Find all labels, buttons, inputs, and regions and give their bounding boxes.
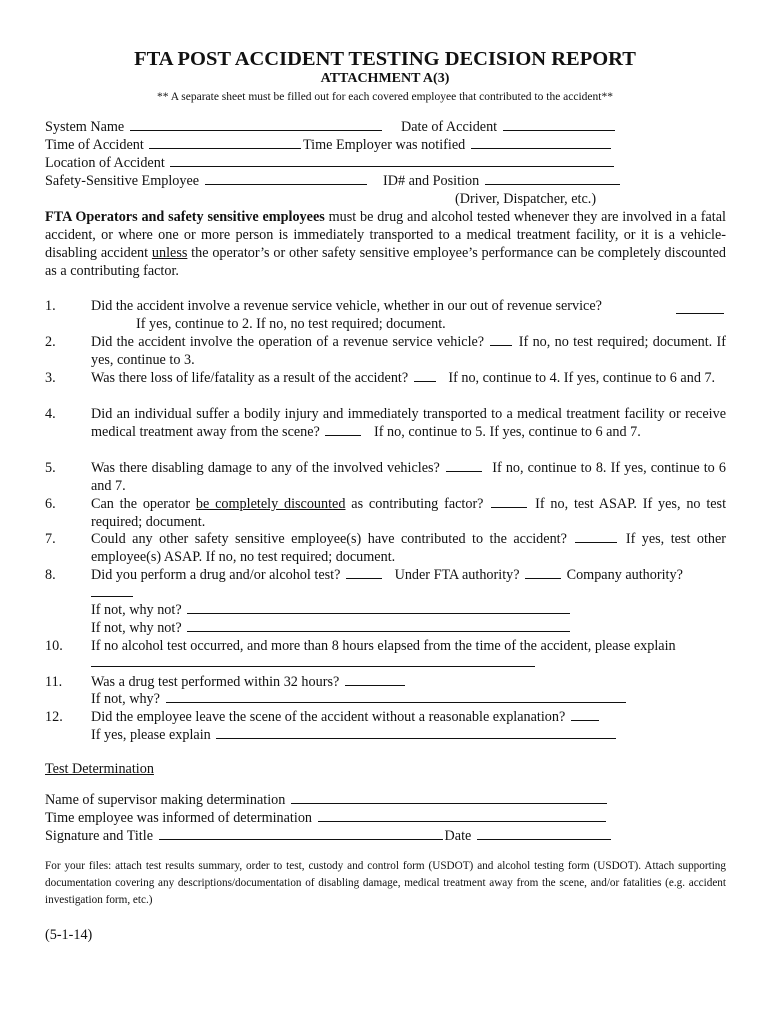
q1-number: 1. xyxy=(45,298,56,314)
q12-answer-blank[interactable] xyxy=(571,708,599,721)
form-title: FTA POST ACCIDENT TESTING DECISION REPORT xyxy=(134,48,636,70)
q12-text: Did the employee leave the scene of the accident without a reasonable explanation? xyxy=(91,708,601,726)
time-employer-notified-field: Time Employer was notified xyxy=(303,136,613,154)
q3-text: Was there loss of life/fatality as a result of the accident? If no, continue to 4. If yes, continue to 6 and 7. xyxy=(91,370,716,386)
q8-company-blank[interactable] xyxy=(91,584,133,597)
instruction-note: ** A separate sheet must be filled out for each covered employee that contributed to the accident** xyxy=(156,91,613,103)
q11-number: 11. xyxy=(45,674,63,690)
q10-explain-blank[interactable] xyxy=(91,654,535,667)
q8-why-not-2: If not, why not? xyxy=(91,619,572,637)
time-informed-blank[interactable] xyxy=(318,809,606,822)
time-informed-field: Time employee was informed of determination xyxy=(45,809,608,827)
q8-why-not-1-blank[interactable] xyxy=(187,601,570,614)
date-of-accident-field: Date of Accident xyxy=(401,118,617,136)
q6-number: 6. xyxy=(45,496,56,512)
q12-explain: If yes, please explain xyxy=(91,726,618,744)
system-name-blank[interactable] xyxy=(130,118,382,131)
signature-blank[interactable] xyxy=(159,827,443,840)
q7-answer-blank[interactable] xyxy=(575,530,617,543)
q8-company-answer xyxy=(91,584,135,602)
q7-number: 7. xyxy=(45,531,56,547)
version-label: (5-1-14) xyxy=(45,927,93,943)
test-determination-heading: Test Determination xyxy=(45,761,154,777)
q12-number: 12. xyxy=(45,709,63,725)
time-employer-notified-blank[interactable] xyxy=(471,136,611,149)
q8-why-not-2-blank[interactable] xyxy=(187,619,570,632)
q2-text: Did the accident involve the operation of a revenue service vehicle? If no, no test required; document. If yes, continue to 3. xyxy=(91,334,727,368)
q4-number: 4. xyxy=(45,406,56,422)
q2-number: 2. xyxy=(45,334,56,350)
q12-explain-blank[interactable] xyxy=(216,726,616,739)
q11-why: If not, why? xyxy=(91,690,628,708)
supervisor-field: Name of supervisor making determination xyxy=(45,791,609,809)
q8-test-blank[interactable] xyxy=(346,566,382,579)
id-position-field: ID# and Position xyxy=(383,172,622,190)
signature-field: Signature and Title Date xyxy=(45,827,613,845)
employee-name-blank[interactable] xyxy=(205,172,367,185)
q10-text: If no alcohol test occurred, and more than 8 hours elapsed from the time of the accident, please explain xyxy=(91,638,676,654)
q8-why-not-1: If not, why not? xyxy=(91,601,572,619)
supervisor-blank[interactable] xyxy=(291,791,607,804)
q1-answer-blank[interactable] xyxy=(676,301,724,314)
time-of-accident-blank[interactable] xyxy=(149,136,301,149)
q8-fta-blank[interactable] xyxy=(525,566,561,579)
q8-text: Did you perform a drug and/or alcohol test? Under FTA authority? Company authority? xyxy=(91,567,683,583)
system-name-field: System Name xyxy=(45,118,384,136)
q5-answer-blank[interactable] xyxy=(446,459,482,472)
position-hint: (Driver, Dispatcher, etc.) xyxy=(455,191,597,207)
q8-number: 8. xyxy=(45,567,56,583)
location-of-accident-field: Location of Accident xyxy=(45,154,616,172)
attachment-label: ATTACHMENT A(3) xyxy=(320,71,450,86)
location-of-accident-blank[interactable] xyxy=(170,154,614,167)
q7-text: Could any other safety sensitive employee(s) have contributed to the accident? If yes, test other employee(s) ASAP. If no, no test required; document. xyxy=(91,531,727,565)
q6-answer-blank[interactable] xyxy=(491,495,527,508)
id-position-blank[interactable] xyxy=(485,172,620,185)
q11-why-blank[interactable] xyxy=(166,690,626,703)
q3-number: 3. xyxy=(45,370,56,386)
q11-text: Was a drug test performed within 32 hours? xyxy=(91,673,407,691)
q5-number: 5. xyxy=(45,460,56,476)
q1-text: Did the accident involve a revenue service vehicle, whether in our out of revenue service? xyxy=(91,297,726,315)
files-note: For your files: attach test results summary, order to test, custody and control form (USDOT) and alcohol testing form (USDOT). Attach supporting documentation covering any descriptions/documentation of disabling damage, medical treatment away from the scene, and/or fatalities (e.g. accident investigation form, etc.) xyxy=(45,860,726,906)
q5-text: Was there disabling damage to any of the involved vehicles? If no, continue to 8. If yes, continue to 6 and 7. xyxy=(91,460,727,494)
q4-text: Did an individual suffer a bodily injury and immediately transported to a medical treatment facility or receive medical treatment away from the scene? If no, continue to 5. If yes, continue to 6 and 7. xyxy=(91,406,726,440)
q11-answer-blank[interactable] xyxy=(345,673,405,686)
date-of-accident-blank[interactable] xyxy=(503,118,615,131)
q6-text: Can the operator be completely discounted as contributing factor? If no, test ASAP. If yes, no test required; document. xyxy=(91,496,727,530)
safety-sensitive-employee-field: Safety-Sensitive Employee xyxy=(45,172,369,190)
q1-followup: If yes, continue to 2. If no, no test required; document. xyxy=(136,316,446,332)
q3-answer-blank[interactable] xyxy=(414,369,436,382)
intro-paragraph: FTA Operators and safety sensitive employees must be drug and alcohol tested whenever they are involved in a fatal accident, or where one or more person is immediately transported to a medical treatment facility, or it is a vehicle-disabling accident unless the operator’s or other safety sensitive employee’s performance can be completely discounted as a contributing factor. xyxy=(45,209,727,279)
time-of-accident-field: Time of Accident xyxy=(45,136,303,154)
q4-answer-blank[interactable] xyxy=(325,423,361,436)
q10-number: 10. xyxy=(45,638,63,654)
q2-answer-blank[interactable] xyxy=(490,333,512,346)
signature-date-blank[interactable] xyxy=(477,827,611,840)
q10-answer xyxy=(91,654,537,672)
